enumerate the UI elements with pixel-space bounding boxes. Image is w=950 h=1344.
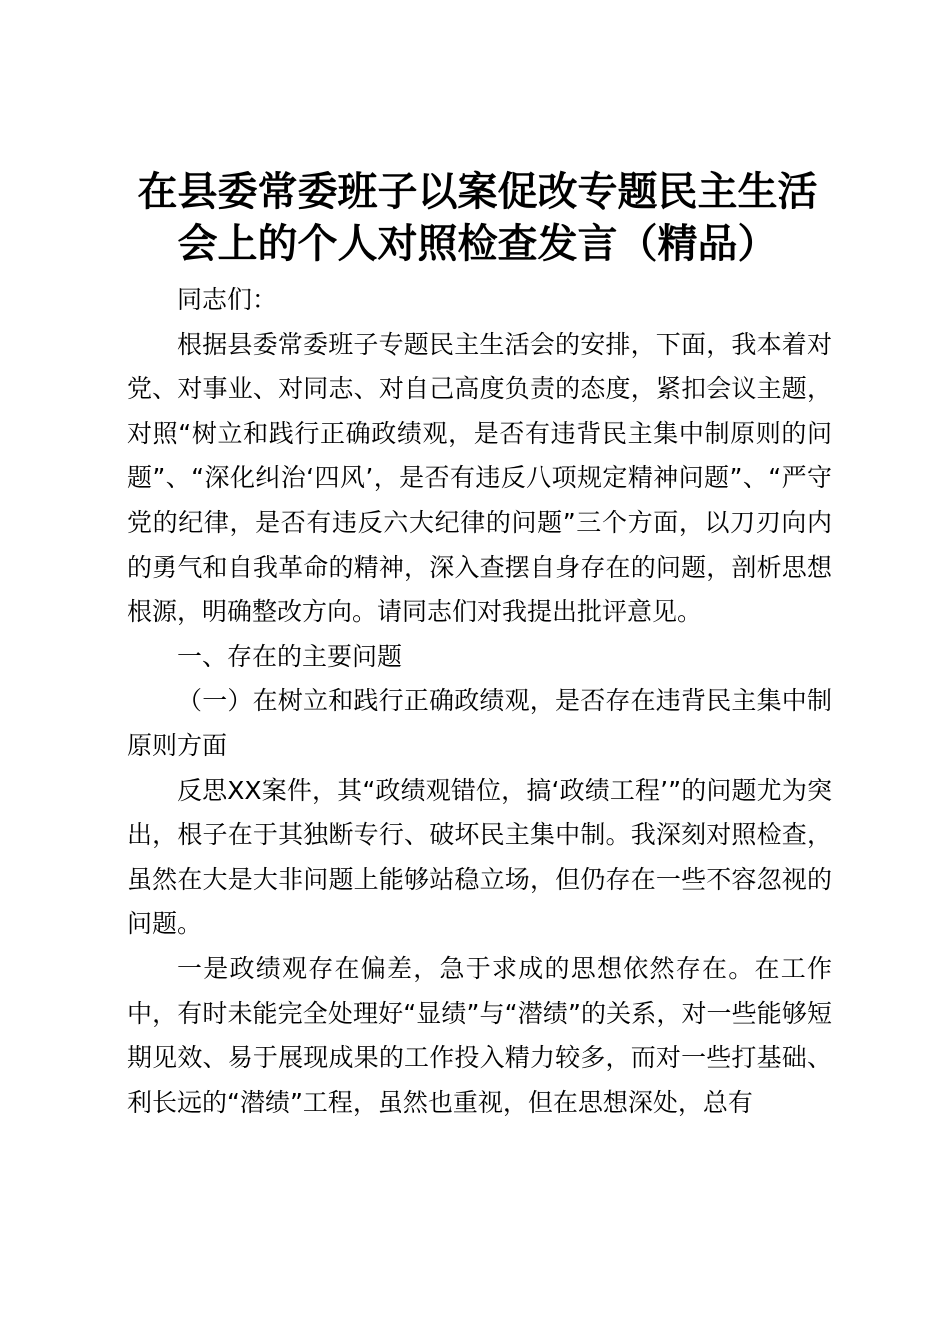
paragraph-point-1: 一是政绩观存在偏差，急于求成的思想依然存在。在工作中，有时未能完全处理好“显绩”与“潜绩”的关系，对一些能够短期见效、易于展现成果的工作投入精力较多，而对一些打基础、利长远的“潜绩”工程，虽然也重视，但在思想深处，总有	[127, 953, 832, 1117]
document-body	[127, 278, 832, 1125]
title-line-1: 在县委常委班子以案促改专题民主生活	[137, 168, 818, 215]
title-line-2: 会上的个人对照检查发言（精品）	[177, 220, 778, 267]
document-title	[110, 166, 845, 270]
section-heading-1: 一、存在的主要问题	[177, 641, 403, 671]
paragraph-intro: 根据县委常委班子专题民主生活会的安排，下面，我本着对党、对事业、对同志、对自己高度负责的态度，紧扣会议主题，对照“树立和践行正确政绩观，是否有违背民主集中制原则的问题”、“深化纠治‘四风’，是否有违反八项规定精神问题”、“严守党的纪律，是否有违反六大纪律的问题”三个方面，以刀刃向内的勇气和自我革命的精神，深入查摆自身存在的问题，剖析思想根源，明确整改方向。请同志们对我提出批评意见。	[127, 329, 832, 627]
subsection-heading-1: （一）在树立和践行正确政绩观，是否存在违背民主集中制原则方面	[127, 686, 832, 760]
salutation: 同志们：	[177, 285, 278, 314]
paragraph-reflection: 反思XX案件，其“政绩观错位，搞‘政绩工程’”的问题尤为突出，根子在于其独断专行、破坏民主集中制。我深刻对照检查，虽然在大是大非问题上能够站稳立场，但仍存在一些不容忽视的问题。	[127, 775, 832, 939]
